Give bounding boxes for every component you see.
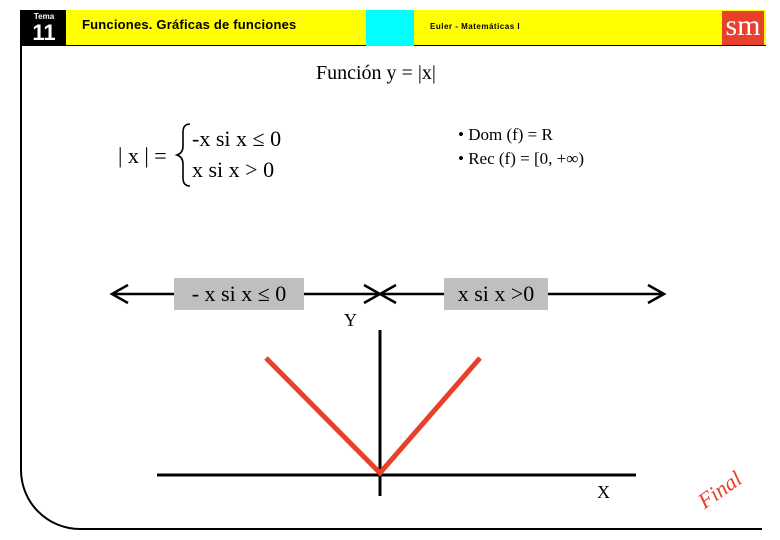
tema-label: Tema bbox=[33, 12, 55, 21]
sm-logo: sm bbox=[722, 11, 764, 45]
definition-case-2: x si x > 0 bbox=[192, 157, 275, 182]
x-axis-label: X bbox=[597, 482, 610, 502]
left-interval-label: - x si x ≤ 0 bbox=[174, 278, 304, 310]
definition-case-1: -x si x ≤ 0 bbox=[192, 126, 282, 151]
slide-title: Función y = |x| bbox=[316, 62, 436, 84]
tema-number: 11 bbox=[32, 20, 56, 45]
definition-lhs: | x | = bbox=[118, 143, 167, 168]
final-button[interactable]: Final bbox=[693, 465, 747, 514]
range-bullet: • Rec (f) = [0, +∞) bbox=[458, 149, 584, 168]
header-subtitle: Euler - Matemáticas I bbox=[430, 22, 521, 31]
right-interval-label: x si x >0 bbox=[444, 278, 548, 310]
domain-bullet: • Dom (f) = R bbox=[458, 125, 553, 144]
header-title: Funciones. Gráficas de funciones bbox=[82, 17, 297, 32]
y-axis-label: Y bbox=[344, 310, 357, 330]
abs-value-graph bbox=[266, 358, 480, 473]
definition-brace bbox=[177, 124, 190, 186]
